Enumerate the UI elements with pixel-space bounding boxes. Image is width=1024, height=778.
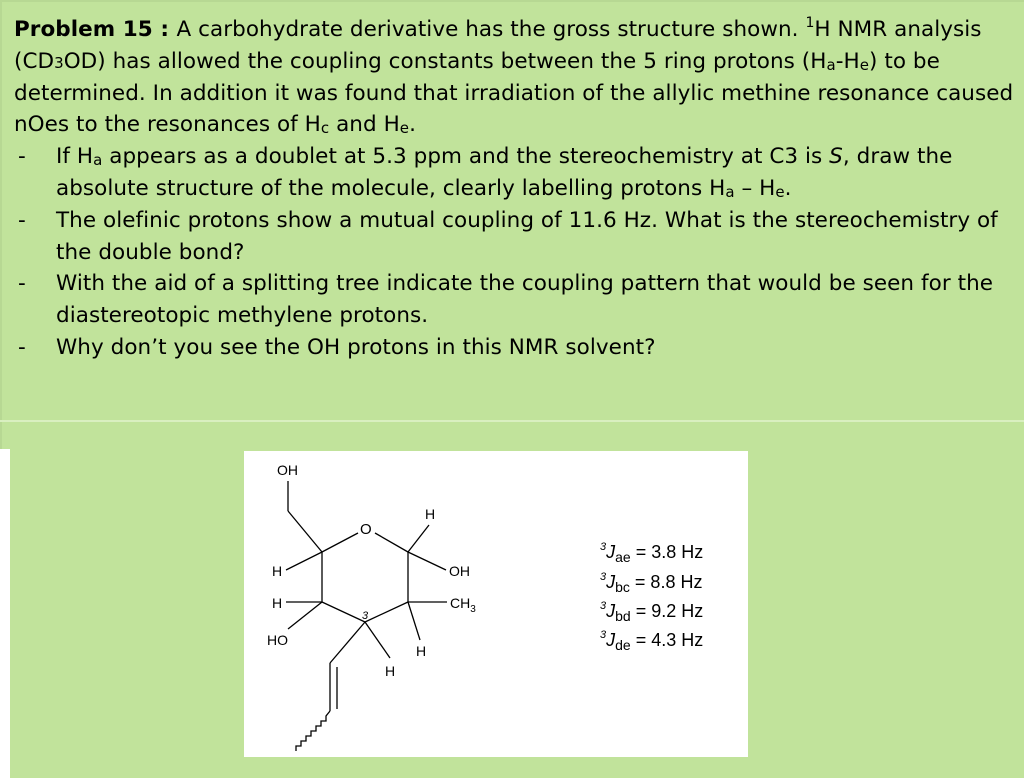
wavy-bond	[296, 711, 330, 751]
question-3	[14, 268, 1019, 332]
q1-stereo-s: S	[829, 144, 843, 170]
subscript-e: e	[859, 55, 870, 74]
coupling-ae-sup: 3	[600, 541, 607, 553]
bond-c5-o	[322, 533, 358, 552]
subscript-c: c	[320, 119, 330, 138]
coupling-bc-sub: bc	[615, 579, 630, 595]
coupling-bd-sub: bd	[615, 608, 631, 624]
q2-text: The olefinic protons show a mutual coupling of 11.6 Hz. What is the stereochemistry of the double bond?	[56, 207, 998, 265]
bullet-dash: -	[18, 334, 26, 360]
label-h-left-1: H	[272, 563, 283, 579]
bond-c2-c3	[365, 602, 408, 622]
bond-c5-h	[286, 552, 322, 570]
intro-text-5: and H	[329, 112, 400, 138]
label-ch3-subscript: 3	[470, 604, 476, 615]
question-2	[14, 205, 1019, 269]
question-list	[14, 141, 1019, 364]
intro-dash: -H	[835, 48, 860, 74]
coupling-bd-value: = 9.2 Hz	[630, 601, 704, 621]
left-white-strip	[0, 449, 10, 778]
bond-ch2-c5	[288, 511, 322, 552]
coupling-constants	[600, 541, 703, 653]
question-1	[14, 141, 1019, 205]
coupling-de-value: = 4.3 Hz	[630, 630, 704, 650]
pyranose-structure-svg	[244, 451, 748, 757]
q1-subscript-a-2: a	[725, 182, 735, 201]
subscript-e-2: e	[399, 119, 410, 138]
question-4	[14, 332, 1019, 364]
label-h-left-2: H	[272, 595, 283, 611]
bond-c3-vinyl	[330, 622, 365, 663]
label-oh-top: OH	[277, 462, 298, 478]
structure-figure	[244, 451, 748, 757]
label-ring-oxygen: O	[360, 521, 372, 538]
coupling-bc	[600, 571, 702, 595]
label-h-bottom-mid: H	[385, 663, 396, 679]
q1-text-1: If H	[56, 144, 94, 170]
intro-text-3: OD) has allowed the coupling constants between the 5 ring protons (H	[63, 48, 827, 74]
subscript-a: a	[826, 55, 836, 74]
intro-text-4: ) to be determined. In addition it was found that irradiation of the allylic methine resonance caused nOes to the resonances of H	[14, 48, 1014, 138]
label-ho-left: HO	[267, 632, 288, 648]
subscript-3: 3	[54, 53, 64, 72]
coupling-ae-j: J	[606, 542, 616, 562]
bullet-dash: -	[18, 144, 26, 170]
problem-label: Problem 15	[14, 17, 153, 42]
coupling-de-sup: 3	[600, 629, 607, 641]
bond-c3-c4	[322, 602, 365, 622]
coupling-ae-value: = 3.8 Hz	[630, 542, 704, 562]
bullet-dash: -	[18, 271, 26, 297]
bond-o-c1	[375, 533, 408, 552]
bond-c1-oh	[408, 552, 446, 570]
coupling-bd-j: J	[606, 601, 616, 621]
problem-statement	[14, 14, 1019, 364]
coupling-bc-value: = 8.8 Hz	[629, 572, 703, 592]
coupling-ae-sub: ae	[615, 549, 631, 565]
intro-text-2: H NMR analysis (CD	[14, 17, 982, 74]
label-ch3-text: CH	[450, 595, 471, 611]
bullet-dash: -	[18, 207, 26, 233]
q1-text-3: , draw the absolute structure of the molecule, clearly labelling protons H	[56, 144, 953, 201]
bond-c2-h	[408, 602, 420, 640]
coupling-bd-sup: 3	[600, 600, 607, 612]
q3-text: With the aid of a splitting tree indicate the coupling pattern that would be seen for the diastereotopic methylene protons.	[56, 271, 994, 329]
coupling-de-j: J	[606, 630, 616, 650]
bond-c4-oh	[288, 602, 322, 629]
coupling-bc-j: J	[606, 572, 616, 592]
q4-text: Why don’t you see the OH protons in this NMR solvent?	[56, 334, 656, 360]
coupling-de-sub: de	[615, 637, 631, 653]
q1-text-4: – H	[734, 175, 776, 201]
coupling-ae	[600, 541, 703, 565]
label-ch3	[450, 595, 476, 615]
q1-text-2: appears as a doublet at 5.3 ppm and the stereochemistry at C3 is	[102, 144, 830, 170]
label-h-top-right: H	[425, 506, 436, 522]
coupling-bd	[600, 600, 703, 624]
q1-subscript-e: e	[775, 182, 785, 201]
q1-subscript-a: a	[93, 151, 103, 170]
label-c3: 3	[362, 610, 369, 622]
coupling-bc-sup: 3	[600, 571, 607, 583]
problem-intro	[14, 14, 1019, 141]
intro-text-6: .	[409, 112, 416, 138]
label-oh-right: OH	[449, 563, 470, 579]
q1-text-5: .	[784, 175, 792, 201]
superscript-1: 1	[805, 15, 815, 31]
problem-colon: :	[152, 17, 177, 42]
structure-labels	[267, 462, 476, 679]
bond-c1-h	[408, 525, 429, 552]
coupling-de	[600, 629, 703, 653]
bond-c3-h	[365, 622, 390, 658]
intro-text-1: A carbohydrate derivative has the gross structure shown.	[176, 17, 806, 42]
label-h-bottom-right: H	[416, 643, 427, 659]
